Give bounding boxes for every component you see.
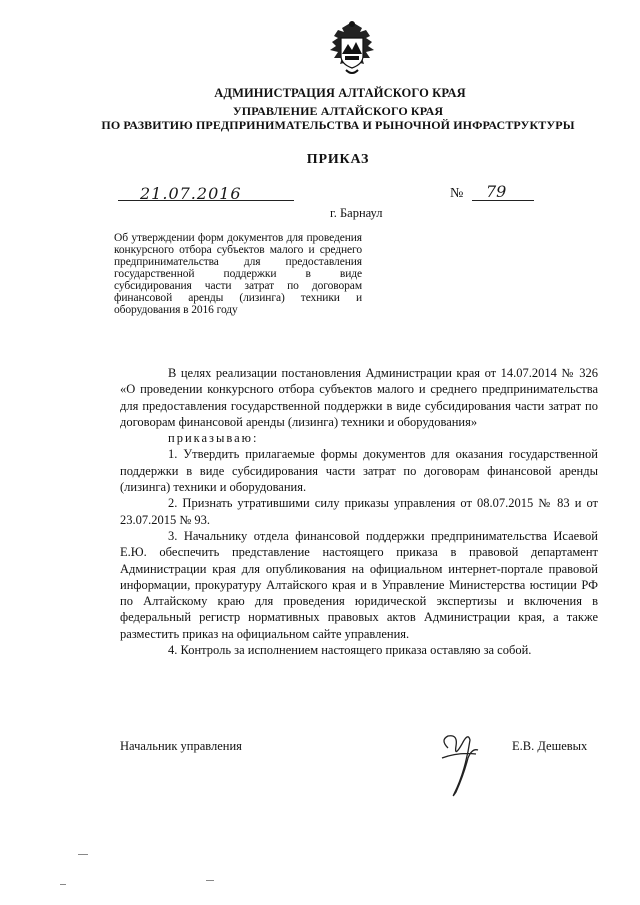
number-sign: № [450,186,464,201]
document-number: 79 [486,182,507,201]
org-name-line3: ПО РАЗВИТИЮ ПРЕДПРИНИМАТЕЛЬСТВА И РЫНОЧНОЙ ИНФРАСТРУКТУРЫ [101,118,575,132]
document-type-title: ПРИКАЗ [306,152,370,167]
scan-speck [206,880,214,881]
signatory-title: Начальник управления [120,739,242,753]
order-item-3: 3. Начальнику отдела финансовой поддержки предпринимательства Исаевой Е.Ю. обеспечить представление настоящего приказа в правовой департамент Администрации края для опубликования на официальном интернет-портале правовой информации, прокуратуру Алтайского края и в Управление Министерства юстиции РФ по Алтайскому краю для проведения юридической экспертизы и включения в федеральный регистр нормативных правовых актов Администрации края, а также разместить приказ на официальном сайте управления. [120,528,598,641]
city: г. Барнаул [330,206,383,220]
org-name-line1: АДМИНИСТРАЦИЯ АЛТАЙСКОГО КРАЯ [214,86,466,100]
coat-of-arms-icon [326,20,378,78]
document-subject: Об утверждении форм документов для проведения конкурсного отбора субъектов малого и среднего предпринимательства для предоставления государственной поддержки в виде субсидирования части затрат по договорам финансовой аренды (лизинга) техники и оборудования в 2016 году [114,232,362,316]
scan-speck [60,884,66,885]
org-name-line2: УПРАВЛЕНИЕ АЛТАЙСКОГО КРАЯ [232,104,444,118]
handwritten-signature [418,718,498,800]
document-date: 21.07.2016 [140,184,242,203]
order-item-1: 1. Утвердить прилагаемые формы документов для оказания государственной поддержки в виде субсидирования части затрат по договорам финансовой аренды (лизинга) техники и оборудования. [120,447,598,495]
order-item-2: 2. Признать утратившими силу приказы управления от 08.07.2015 № 83 и от 23.07.2015 № 93. [120,496,598,527]
signatory-name: Е.В. Дешевых [512,739,588,753]
document-body [120,365,598,658]
order-word: приказываю: [168,431,259,446]
order-item-4: 4. Контроль за исполнением настоящего приказа оставляю за собой. [168,643,532,658]
preamble-paragraph: В целях реализации постановления Администрации края от 14.07.2014 № 326 «О проведении конкурсного отбора субъектов малого и среднего предпринимательства для предоставления государственной поддержки в виде субсидирования части затрат по договорам финансовой аренды (лизинга) техники и оборудования» [120,366,598,429]
scan-speck [78,854,88,855]
